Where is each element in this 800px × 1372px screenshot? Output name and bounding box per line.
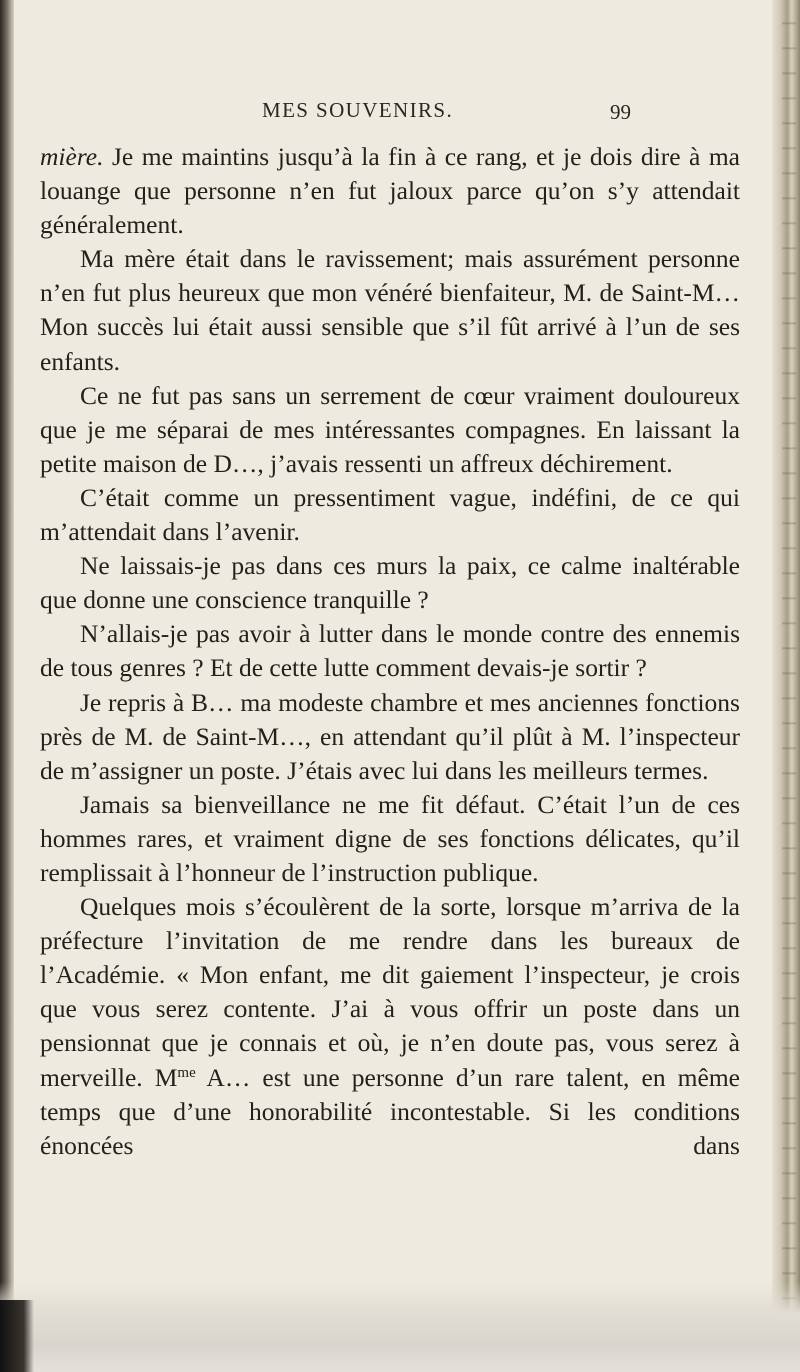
- paragraph-7: Je repris à B… ma modeste chambre et mes anciennes fonctions près de M. de Saint-M…, en attendant qu’il plût à M. l’inspecteur de m’assigner un poste. J’étais avec lui dans les meilleurs termes.: [40, 687, 740, 785]
- body-text: [40, 140, 740, 1163]
- book-spine-shadow: [0, 0, 14, 1372]
- paragraph-9: [40, 890, 740, 1163]
- paragraph-9-text-before: Quelques mois s’écoulèrent de la sorte, lorsque m’arriva de la préfecture l’invitation de me rendre dans les bureaux de l’Académie. « Mon enfant, me dit gaiement l’inspecteur, je crois que vous serez contente. J’ai à vous offrir un poste dans un pensionnat que je connais et où, je n’en doute pas, vous serez à merveille. M: [40, 892, 740, 1092]
- paragraph-8: Jamais sa bienveillance ne me fit défaut. C’était l’un de ces hommes rares, et vraiment digne de ses fonctions délicates, qu’il remplissait à l’honneur de l’instruction publique.: [40, 789, 740, 887]
- paragraph-1-text: Je me maintins jusqu’à la fin à ce rang, et je dois dire à ma louange que personne n’en fut jaloux parce qu’on s’y attendait généralement.: [40, 142, 740, 240]
- page-number: 99: [610, 100, 631, 124]
- paragraph-1: [40, 140, 740, 242]
- page-bottom-shadow: [0, 1282, 800, 1372]
- running-head: [0, 98, 800, 126]
- corner-shadow: [0, 1300, 34, 1372]
- paragraph-4: C’était comme un pressentiment vague, indéfini, de ce qui m’attendait dans l’avenir.: [40, 482, 740, 547]
- running-title: MES SOUVENIRS.: [262, 98, 454, 122]
- paragraph-2: Ma mère était dans le ravissement; mais assurément personne n’en fut plus heureux que mon vénéré bienfaiteur, M. de Saint-M… Mon succès lui était aussi sensible que s’il fût arrivé à l’un de ses enfants.: [40, 244, 740, 376]
- paragraph-9-superscript: me: [177, 1064, 196, 1081]
- paragraph-9-text-after: A… est une personne d’un rare talent, en même temps que d’une honorabilité incontestable. Si les conditions énoncées dans: [40, 1062, 740, 1160]
- paragraph-6: N’allais-je pas avoir à lutter dans le monde contre des ennemis de tous genres ? Et de cette lutte comment devais-je sortir ?: [40, 619, 740, 683]
- page-edges-stripes: [782, 0, 796, 1372]
- paragraph-5: Ne laissais-je pas dans ces murs la paix, ce calme inaltérable que donne une conscience tranquille ?: [40, 551, 740, 615]
- paragraph-1-lead: mière.: [40, 142, 104, 171]
- paragraph-3: Ce ne fut pas sans un serrement de cœur vraiment douloureux que je me séparai de mes intéressantes compagnes. En laissant la petite maison de D…, j’avais ressenti un affreux déchirement.: [40, 380, 740, 478]
